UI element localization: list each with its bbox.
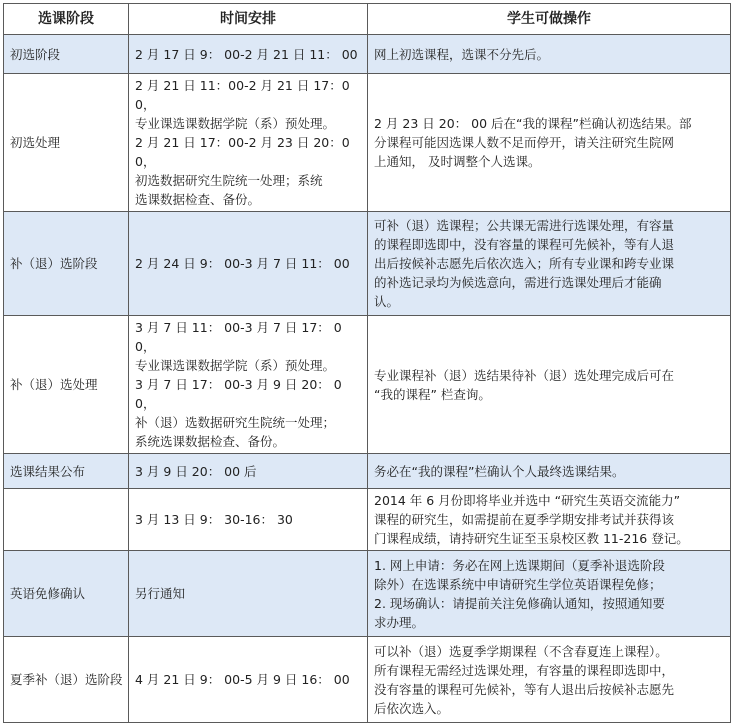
time-line: 2 月 24 日 9： 00-3 月 7 日 11： 00 [135,256,350,271]
action-line: 分课程可能因选课人数不足而停开，请关注研究生院网 [374,135,675,150]
action-cell [368,316,731,454]
action-line: 除外）在选课系统中申请研究生学位英语课程免修； [374,576,662,592]
action-line: 2014 年 6 月份即将毕业并选中 “研究生英语交流能力” [374,493,681,508]
time-line: 初选数据研究生院统一处理；系统 [135,173,323,188]
action-line: 课程的研究生，如需提前在夏季学期安排考试并获得该 [374,512,675,527]
action-line: 认。 [374,294,400,309]
time-cell [129,489,368,551]
stage-cell: 补（退）选阶段 [4,212,129,316]
action-line: 可补（退）选课程；公共课无需进行选课处理，有容量 [374,218,675,233]
action-line: 后依次选入。 [374,700,450,716]
header-row [4,4,731,35]
stage-cell: 初选处理 [4,74,129,212]
action-line: “我的课程” 栏查询。 [374,386,491,402]
stage-cell [4,489,129,551]
action-cell [368,489,731,551]
time-cell [129,74,368,212]
action-line: 的补选记录均为候选意向，需进行选课处理后才能确 [374,275,662,290]
header-action: 学生可做操作 [368,4,731,35]
table-row [4,454,731,489]
time-line: 专业课选课数据学院（系）预处理。 [135,358,336,373]
action-line: 可以补（退）选夏季学期课程（不含春夏连上课程）。 [374,643,668,659]
action-line: 专业课程补（退）选结果待补（退）选处理完成后可在 [374,367,675,383]
time-line: 选课数据检查、备份。 [135,192,261,207]
stage-cell: 补（退）选处理 [4,316,129,454]
time-line: 专业课选课数据学院（系）预处理。 [135,116,336,131]
time-cell [129,454,368,489]
action-line: 务必在“我的课程”栏确认个人最终选课结果。 [374,463,625,479]
time-line: 3 月 7 日 17： 00-3 月 9 日 20： 00， [135,377,342,411]
time-line: 另行通知 [135,586,186,601]
header-time: 时间安排 [129,4,368,35]
table-row [4,212,731,316]
action-cell [368,74,731,212]
time-cell [129,551,368,637]
time-line: 2 月 21 日 17：00-2 月 23 日 20：00， [135,135,350,169]
action-cell [368,637,731,723]
stage-cell: 初选阶段 [4,35,129,74]
action-line: 上通知， 及时调整个人选课。 [374,154,541,169]
time-line: 3 月 7 日 11： 00-3 月 7 日 17： 00， [135,320,342,354]
time-line: 系统选课数据检查、备份。 [135,434,286,449]
table-row [4,489,731,551]
time-line: 补（退）选数据研究生院统一处理； [135,415,336,430]
action-cell [368,454,731,489]
action-line: 的课程即选即中，没有容量的课程可先候补，等有人退 [374,237,675,252]
time-cell [129,316,368,454]
table-row [4,551,731,637]
time-line: 3 月 13 日 9： 30-16： 30 [135,512,293,527]
time-cell [129,212,368,316]
action-cell [368,212,731,316]
action-line: 没有容量的课程可先候补，等有人退出后按候补志愿先 [374,681,675,697]
table-row [4,35,731,74]
stage-cell: 选课结果公布 [4,454,129,489]
table-row [4,637,731,723]
action-line: 所有课程无需经过选课处理，有容量的课程即选即中， [374,662,675,678]
table-row [4,74,731,212]
action-line: 门课程成绩，请持研究生证至玉泉校区教 11-216 登记。 [374,531,689,546]
action-line: 求办理。 [374,614,425,630]
action-cell [368,551,731,637]
action-line: 出后按候补志愿先后依次选入；所有专业课和跨专业课 [374,256,675,271]
time-line: 2 月 21 日 11：00-2 月 21 日 17：00， [135,78,350,112]
course-selection-schedule-table [3,3,731,723]
table-row [4,316,731,454]
header-stage: 选课阶段 [4,4,129,35]
time-cell [129,637,368,723]
action-line: 网上初选课程，选课不分先后。 [374,46,550,62]
time-cell [129,35,368,74]
action-line: 2 月 23 日 20： 00 后在“我的课程”栏确认初选结果。部 [374,116,692,131]
stage-cell: 夏季补（退）选阶段 [4,637,129,723]
action-line: 2. 现场确认：请提前关注免修确认通知，按照通知要 [374,595,665,611]
time-line: 2 月 17 日 9： 00-2 月 21 日 11： 00 [135,46,358,62]
time-line: 3 月 9 日 20： 00 后 [135,463,257,479]
time-line: 4 月 21 日 9： 00-5 月 9 日 16： 00 [135,672,350,687]
action-cell [368,35,731,74]
stage-cell: 英语免修确认 [4,551,129,637]
action-line: 1. 网上申请：务必在网上选课期间（夏季补退选阶段 [374,557,665,573]
